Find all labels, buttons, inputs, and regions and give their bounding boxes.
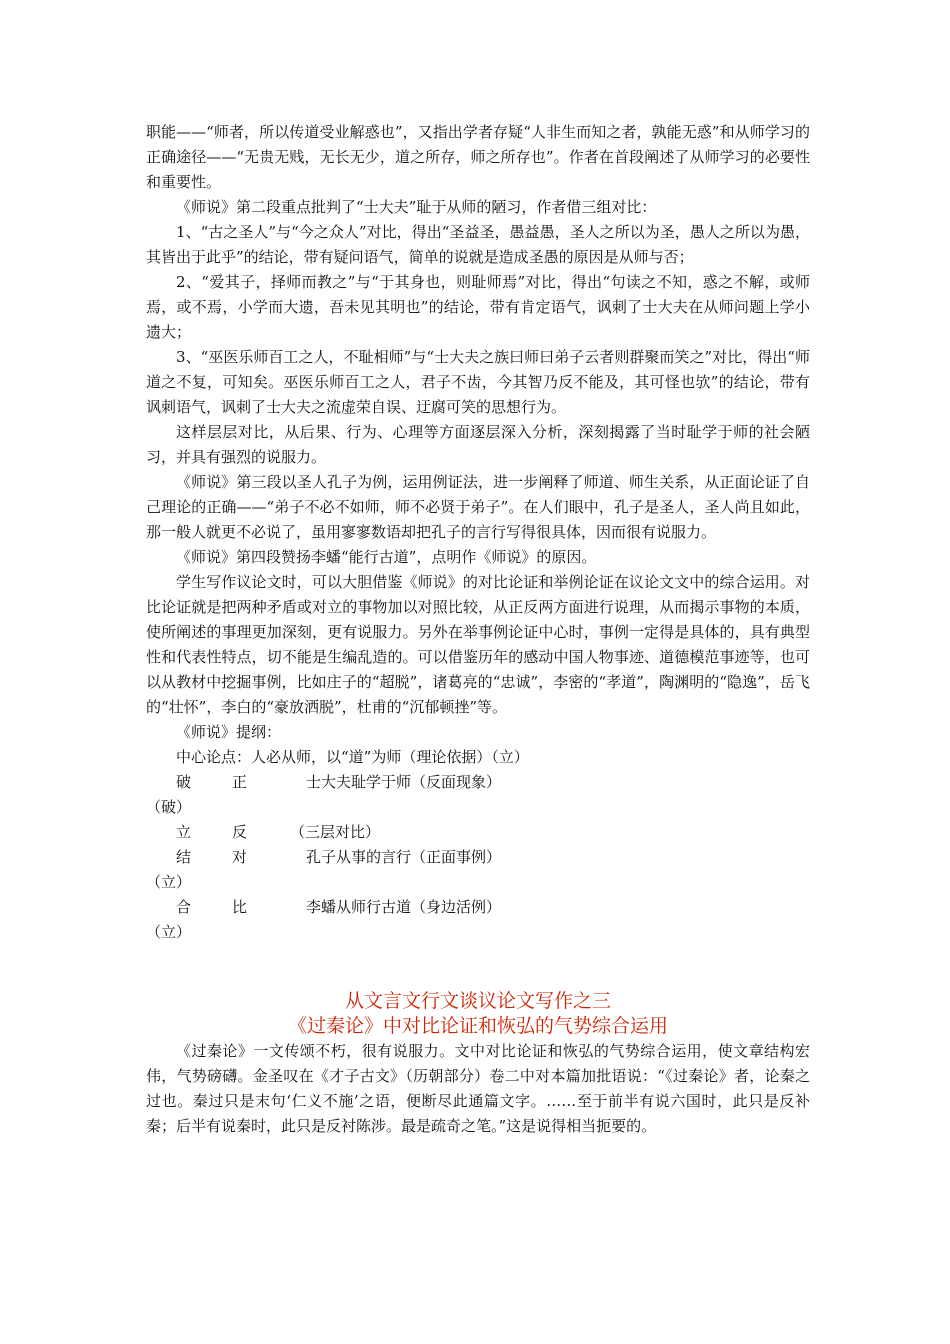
paragraph-9: 学生写作议论文时，可以大胆借鉴《师说》的对比论证和举例论证在议论文文中的综合运用。对比论证就是把两种矛盾或对立的事物加以对照比较，从正反两方面进行说理，从而揭示事物的本质，使所阐述的事理更加深刻，更有说服力。另外在举事例论证中心时，事例一定得是具体的，具有典型性和代表性特点，切不能是生编乱造的。可以借鉴历年的感动中国人物事迹、道德模范事迹等，也可以从教材中挖掘事例，比如庄子的“超脱”，诸葛亮的“忠诚”，李密的“孝道”，陶渊明的“隐逸”，岳飞的“壮怀”，李白的“豪放洒脱”，杜甫的“沉郁顿挫”等。 [146,573,810,716]
outline-center-thesis: 中心论点：人必从师，以“道”为师（理论依据）（立） [176,748,529,766]
section-title [146,989,810,1039]
outline-col3: 士大夫耻学于师（反面现象） [306,773,502,791]
outline-col2: 正 [232,773,248,791]
paragraph-6: 这样层层对比，从后果、行为、心理等方面逐层深入分析，深刻揭露了当时耻学于师的社会陋习，并具有强烈的说服力。 [146,423,810,466]
outline-col2: 对 [232,848,248,866]
outline-col1: 破 [176,773,192,791]
outline-tail: （立） [146,923,192,941]
outline-row [146,770,810,795]
outline-row-tail [146,920,810,945]
paragraph-5: 3、“巫医乐师百工之人，不耻相师”与“士大夫之族曰师曰弟子云者则群聚而笑之”对比，得出“师道之不复，可知矣。巫医乐师百工之人，君子不齿，今其智乃反不能及，其可怪也欤”的结论，带有讽刺语气，讽刺了士大夫之流虚荣自误、迂腐可笑的思想行为。 [146,348,810,416]
paragraph-3: 1、“古之圣人”与“今之众人”对比，得出“圣益圣，愚益愚，圣人之所以为圣，愚人之所以为愚，其皆出于此乎”的结论，带有疑问语气，简单的说就是造成圣愚的原因是从师与否； [146,223,810,266]
paragraph-2: 《师说》第二段重点批判了“士大夫”耻于从师的陋习，作者借三组对比： [176,198,657,216]
document-page [146,120,810,1139]
outline-col1: 结 [176,848,192,866]
outline-col3: 李蟠从师行古道（身边活例） [306,898,502,916]
outline-row [146,845,810,870]
section-title-line-2: 《过秦论》中对比论证和恢弘的气势综合运用 [287,1015,668,1037]
outline-col1: 立 [176,823,192,841]
outline-row [146,895,810,920]
section-2-paragraph: 《过秦论》一文传颂不朽，很有说服力。文中对比论证和恢弘的气势综合运用，使文章结构宏伟，气势磅礴。金圣叹在《才子古文》（历朝部分）卷二中对本篇加批语说：“《过秦论》者，论秦之过也。秦过只是末句‘仁义不施’之语，便断尽此通篇文字。……至于前半有说六国时，此只是反补秦；后半有说秦时，此只是反衬陈涉。最是疏奇之笔。”这是说得相当扼要的。 [146,1042,810,1135]
outline-tail: （破） [146,798,192,816]
paragraph-4: 2、“爱其子，择师而教之”与“于其身也，则耻师焉”对比，得出“句读之不知，惑之不解，或师焉，或不焉，小学而大遗，吾未见其明也”的结论，带有肯定语气，讽刺了士大夫在从师问题上学小遗大； [146,273,810,341]
outline-col1: 合 [176,898,192,916]
section-title-line-1: 从文言文行文谈议论文写作之三 [344,990,611,1012]
outline-col2: 反 [232,823,248,841]
outline-row-tail [146,870,810,895]
outline-col2: 比 [232,898,248,916]
paragraph-8: 《师说》第四段赞扬李蟠“能行古道”，点明作《师说》的原因。 [176,548,597,566]
outline [146,720,810,945]
paragraph-7: 《师说》第三段以圣人孔子为例，运用例证法，进一步阐释了师道、师生关系，从正面论证了自己理论的正确——“弟子不必不如师，师不必贤于弟子”。在人们眼中，孔子是圣人，圣人尚且如此，那一般人就更不必说了，虽用寥寥数语却把孔子的言行写得很具体，因而很有说服力。 [146,473,810,541]
outline-row-tail [146,795,810,820]
outline-col3: 孔子从事的言行（正面事例） [306,848,502,866]
paragraph-1: 职能——“师者，所以传道受业解惑也”，又指出学者存疑“人非生而知之者，孰能无惑”和从师学习的正确途径——“无贵无贱，无长无少，道之所存，师之所存也”。作者在首段阐述了从师学习的必要性和重要性。 [146,123,810,191]
outline-col3: （三层对比） [290,823,381,841]
outline-tail: （立） [146,873,192,891]
outline-heading: 《师说》提纲： [176,723,282,741]
outline-row [146,820,810,845]
